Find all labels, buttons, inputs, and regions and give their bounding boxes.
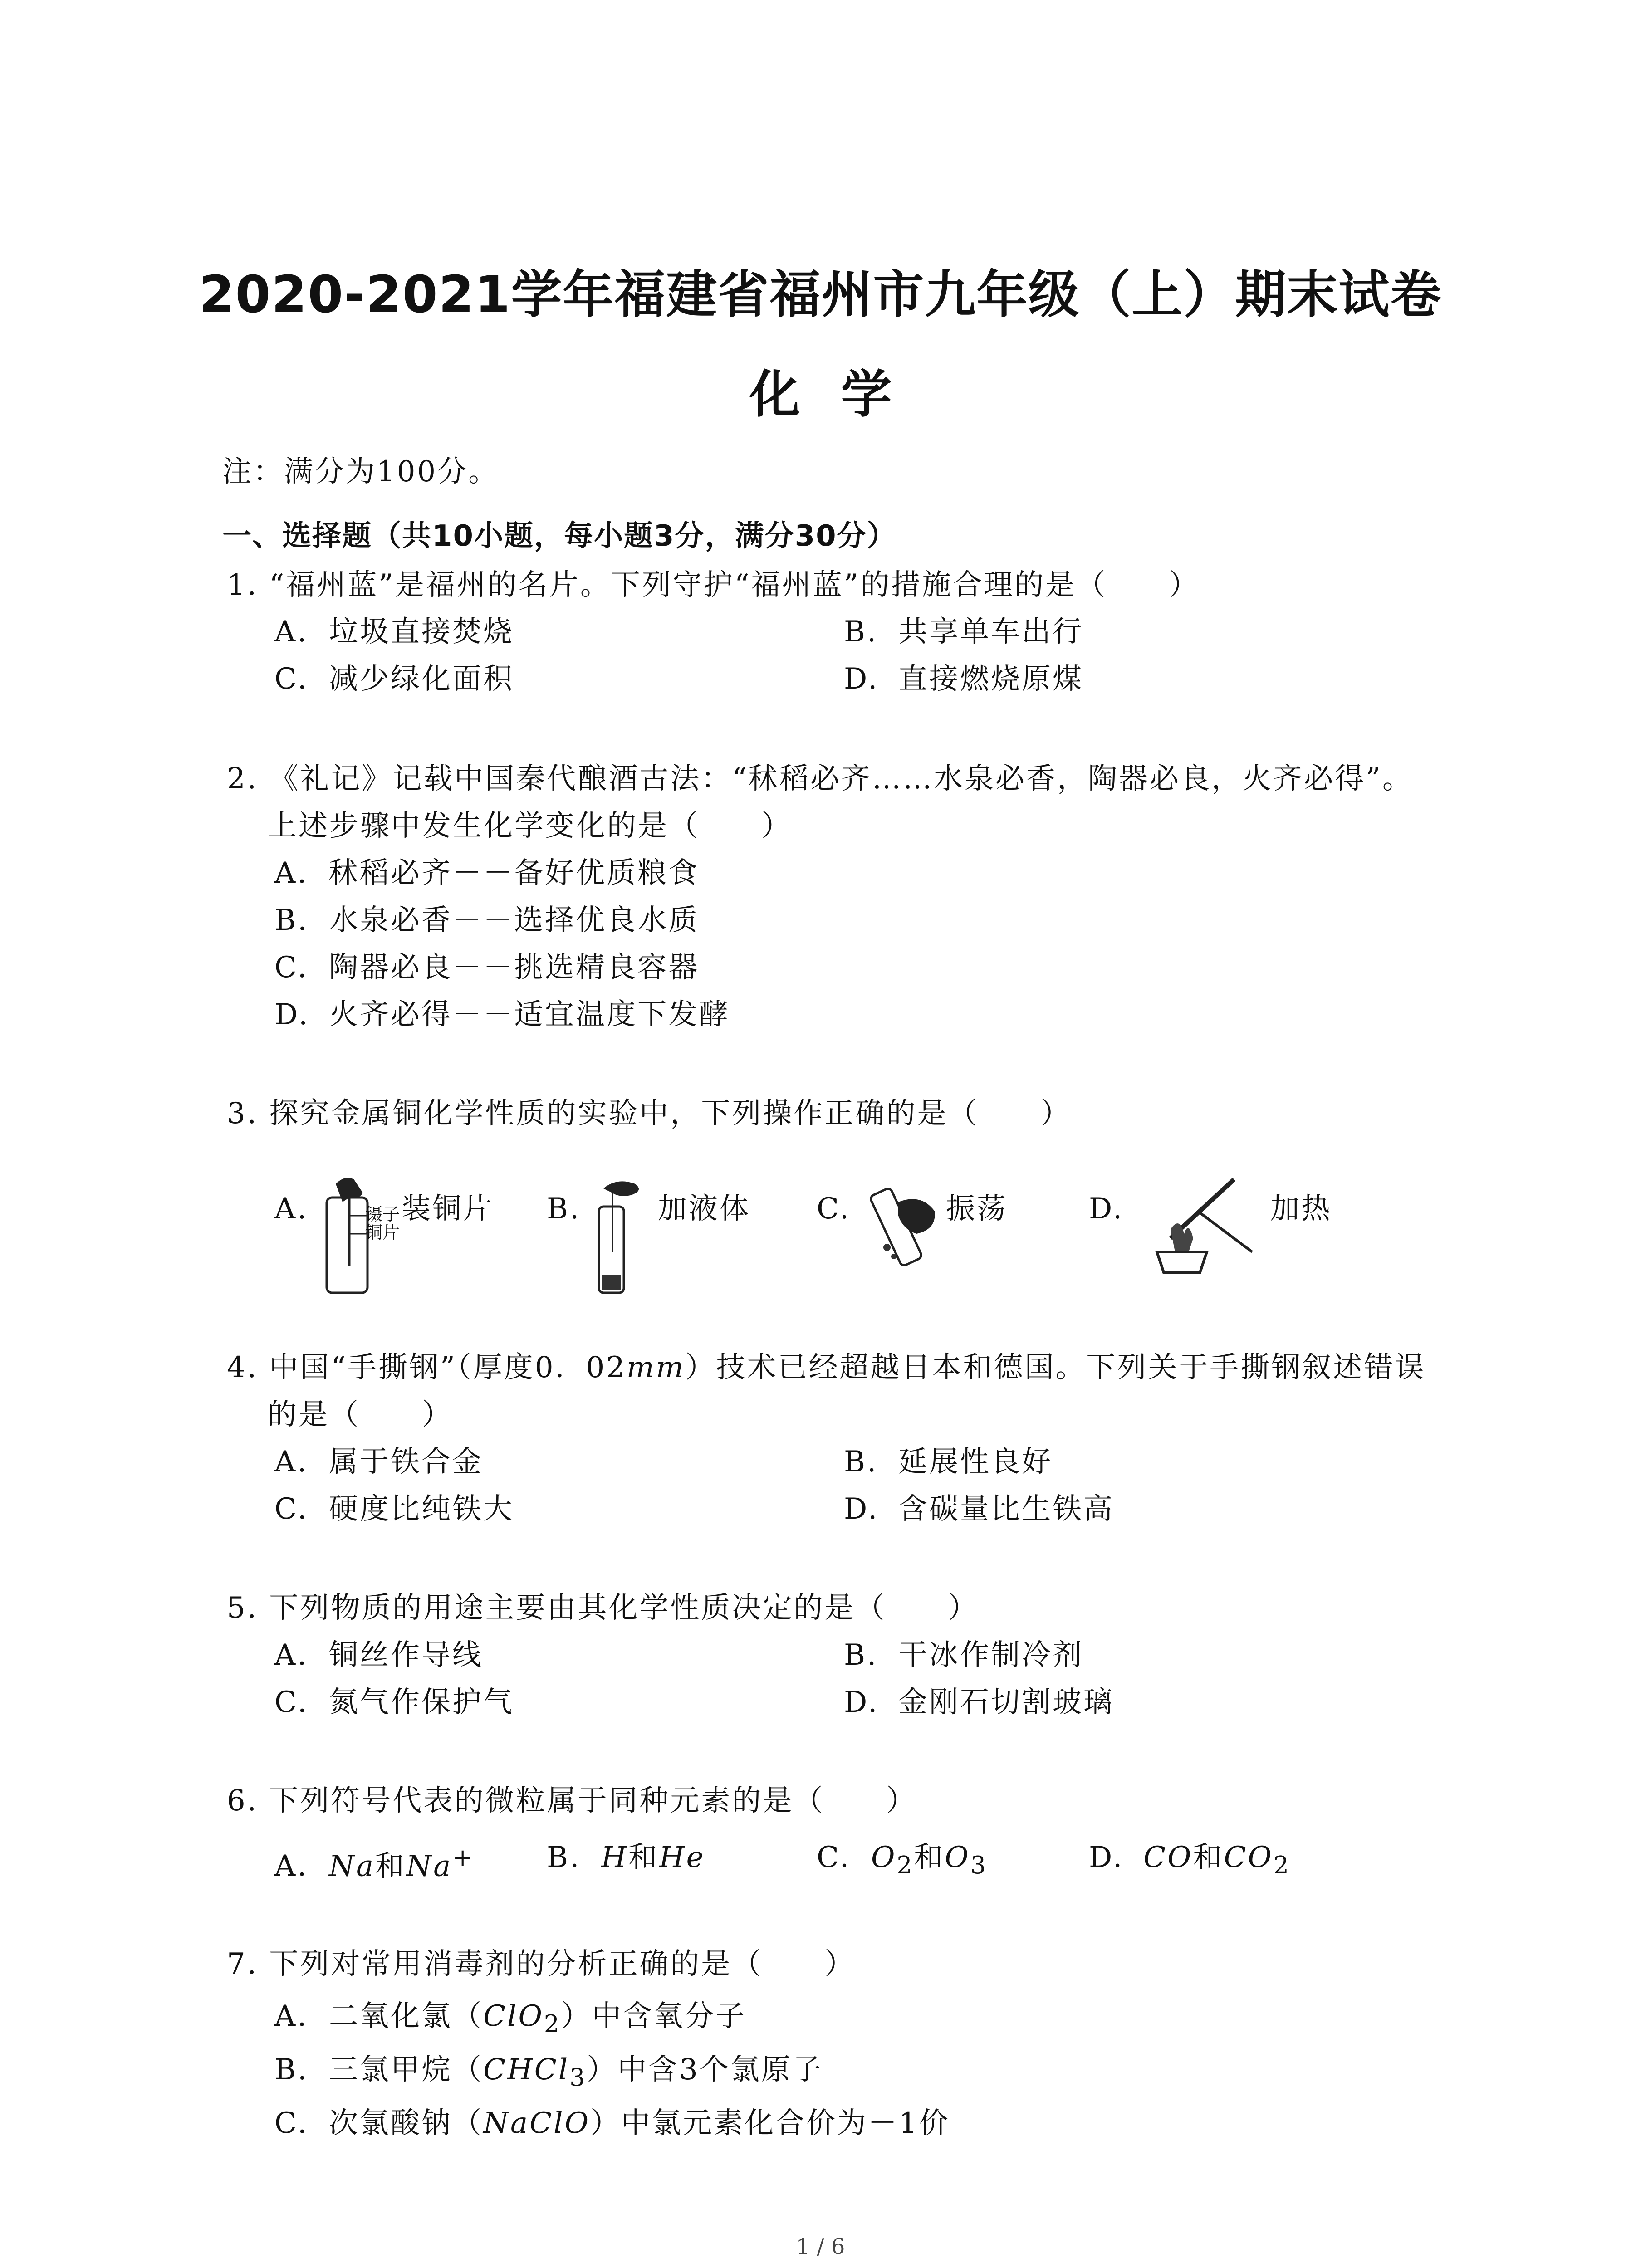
option-3c-letter: C. [817,1192,851,1226]
question-5 [227,1588,979,1628]
option-3b-letter: B. [547,1192,581,1226]
option-6c: C. $O_2$和$O_3$ [817,1841,988,1879]
page-number: 1 / 6 [796,2234,845,2259]
option-2c: C. 陶器必良－－挑选精良容器 [274,951,699,984]
question-2 [227,758,1413,799]
option-6d: D. CO和$CO_2$ [1089,1841,1291,1879]
option-2b: B. 水泉必香－－选择优良水质 [274,904,699,937]
tweezers-label: 镊子 [365,1204,400,1224]
question-stem: 下列对常用消毒剂的分析正确的是（ ） [269,1947,856,1981]
question-6 [227,1780,917,1821]
section-header: 一、选择题（共10小题，每小题3分，满分30分） [222,519,897,553]
option-4c: C. 硬度比纯铁大 [274,1492,514,1526]
option-5c: C. 氮气作保护气 [274,1686,514,1719]
option-2d: D. 火齐必得－－适宜温度下发酵 [274,998,730,1031]
option-6b: B. H和He [547,1841,705,1874]
option-3c-text: 振荡 [946,1192,1008,1226]
question-4-line2: 的是（ ） [268,1398,453,1432]
option-5a: A. 铜丝作导线 [274,1638,483,1672]
option-1b: B. 共享单车出行 [844,615,1083,649]
question-number: 3. [227,1097,259,1130]
question-number: 4. [227,1351,259,1384]
hand-icon [898,1199,935,1234]
option-5d: D. 金刚石切割玻璃 [844,1686,1114,1719]
option-3d-letter: D. [1089,1192,1124,1226]
option-3a-text: 装铜片 [402,1192,494,1226]
score-note: 注：满分为100分。 [222,455,500,489]
question-stem: “福州蓝”是福州的名片。下列守护“福州蓝”的措施合理的是（ ） [269,568,1200,602]
question-number: 6. [227,1784,259,1818]
question-number: 7. [227,1947,259,1981]
question-3 [227,1093,1071,1134]
option-6a: A. Na和Na+ [274,1843,475,1883]
add-liquid-figure [585,1170,667,1297]
heat-tube-figure [1143,1161,1266,1279]
test-tube-holder-icon [1198,1211,1252,1252]
question-number: 2. [227,762,259,796]
flame-icon [1171,1223,1193,1252]
question-1 [227,565,1200,606]
option-4a: A. 属于铁合金 [274,1445,483,1479]
option-7c: C. 次氯酸钠（NaClO）中氯元素化合价为－1价 [274,2107,950,2140]
option-4d: D. 含碳量比生铁高 [844,1492,1114,1526]
alcohol-lamp-icon [1157,1252,1207,1272]
option-1a: A. 垃圾直接焚烧 [274,615,514,649]
option-7a: A. 二氧化氯（ClO$_2$）中含氧分子 [274,1999,746,2038]
option-3a-letter: A. [274,1192,309,1226]
question-stem: 下列物质的用途主要由其化学性质决定的是（ ） [269,1591,979,1625]
option-3d-text: 加热 [1270,1192,1332,1226]
question-7 [227,1944,855,1984]
question-stem: 下列符号代表的微粒属于同种元素的是（ ） [269,1784,917,1818]
option-5b: B. 干冰作制冷剂 [844,1638,1083,1672]
question-number: 1. [227,568,259,602]
option-1d: D. 直接燃烧原煤 [844,662,1083,696]
question-4: 4. 中国“手撕钢”（厚度0．02mm）技术已经超越日本和德国。下列关于手撕钢叙述错误 [227,1351,1426,1384]
option-2a: A. 秫稻必齐－－备好优质粮食 [274,856,699,890]
question-number: 5. [227,1591,259,1625]
copper-label: 铜片 [365,1222,400,1242]
hand-icon [603,1181,639,1196]
test-tube-icon [327,1198,367,1293]
option-3b-text: 加液体 [658,1192,750,1226]
option-1c: C. 减少绿化面积 [274,662,514,696]
exam-title: 2020-2021学年福建省福州市九年级（上）期末试卷 [199,265,1442,324]
question-stem: 《礼记》记载中国秦代酿酒古法：“秫稻必齐……水泉必香，陶器必良，火齐必得”。 [269,762,1413,796]
option-4b: B. 延展性良好 [844,1445,1053,1479]
subject-title: 化学 [749,365,933,424]
option-7b: B. 三氯甲烷（CHCl$_3$）中含3个氯原子 [274,2053,823,2092]
question-stem: 探究金属铜化学性质的实验中，下列操作正确的是（ ） [269,1097,1072,1130]
question-2-line2: 上述步骤中发生化学变化的是（ ） [268,809,792,843]
shake-tube-figure [867,1175,948,1275]
